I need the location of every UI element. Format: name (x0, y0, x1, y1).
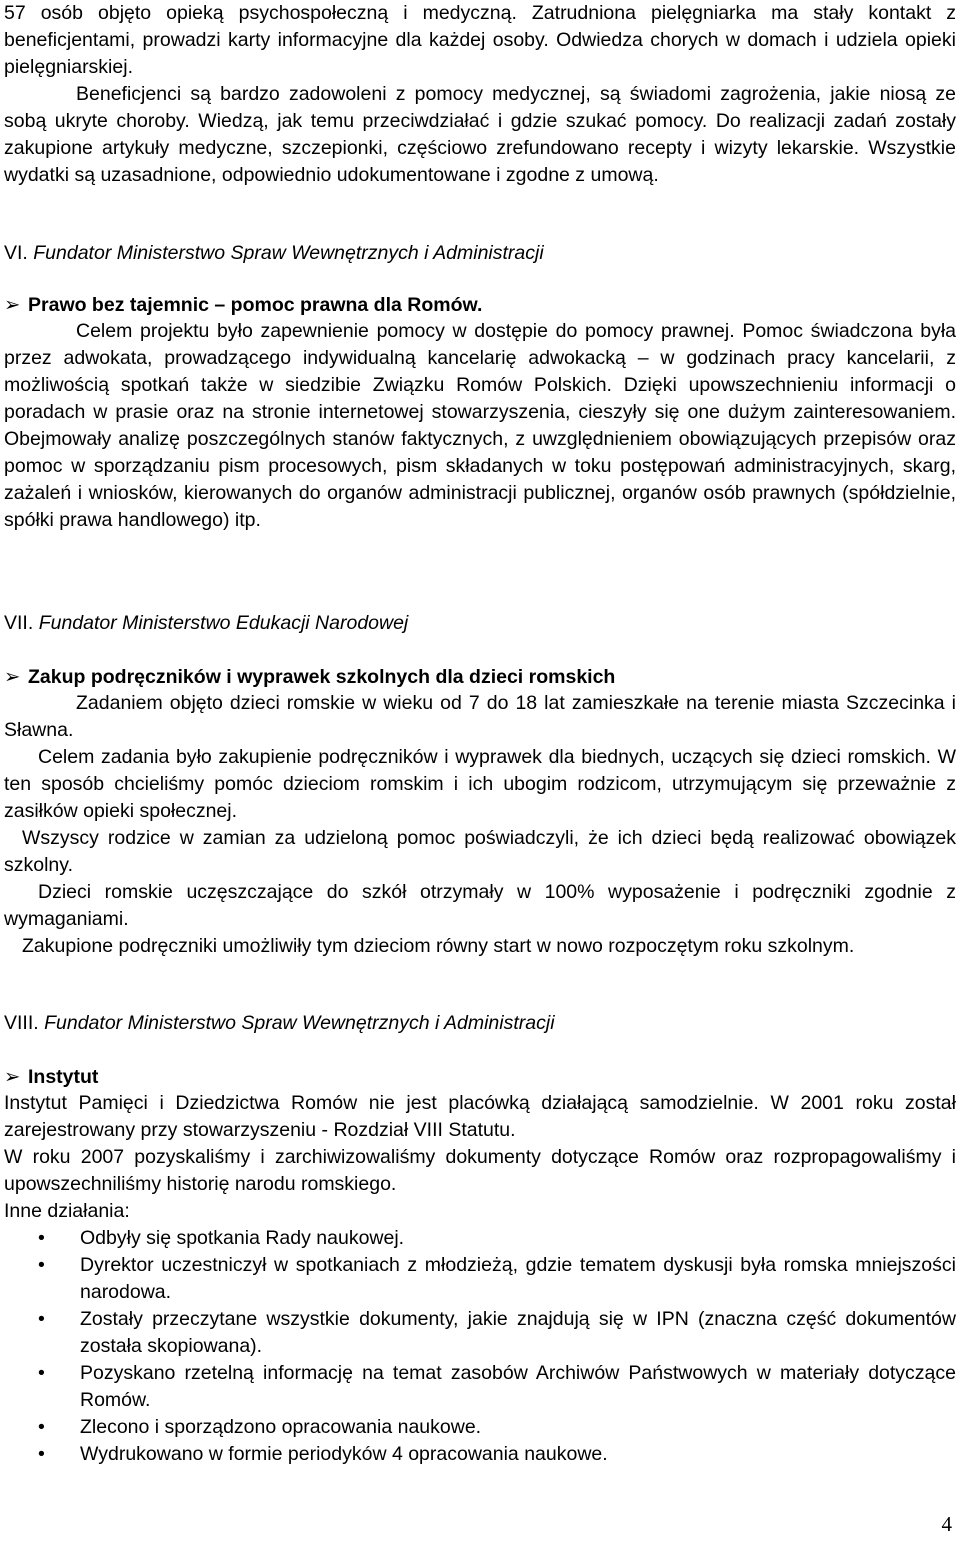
section-8-number: VIII. (4, 1012, 39, 1034)
section-7-paragraph-4: Dzieci romskie uczęszczające do szkół otrzymały w 100% wyposażenie i podręczniki zgodnie z wymaganiami. (4, 881, 956, 930)
arrow-bullet-icon: ➢ (4, 1066, 21, 1088)
section-8-project-heading (4, 1064, 98, 1091)
section-7-body (4, 690, 956, 960)
section-7-number: VII. (4, 612, 34, 634)
section-6-heading (4, 240, 544, 267)
section-6-title: Fundator Ministerstwo Spraw Wewnętrznych i Administracji (33, 242, 544, 264)
list-item (4, 1414, 956, 1441)
list-item (4, 1252, 956, 1306)
intro-paragraph-2: Beneficjenci są bardzo zadowoleni z pomocy medycznej, są świadomi zagrożenia, jakie niosą ze sobą ukryte choroby. Wiedzą, jak temu przeciwdziałać i gdzie szukać pomocy. Do realizacji zadań zostały zakupione artykuły medyczne, szczepionki, częściowo zrefundowano recepty i wizyty lekarskie. Wszystkie wydatki są uzasadnione, odpowiednio udokumentowane i zgodne z umową. (4, 83, 956, 186)
bullet-dot-icon: • (38, 1308, 45, 1330)
list-item-text: Zlecono i sporządzono opracowania naukowe. (80, 1416, 482, 1438)
section-8-paragraph-2: W roku 2007 pozyskaliśmy i zarchiwizowaliśmy dokumenty dotyczące Romów oraz rozpropagowaliśmy i upowszechniliśmy historię narodu romskiego. (4, 1146, 956, 1195)
bullet-dot-icon: • (38, 1227, 45, 1249)
list-item-text: Dyrektor uczestniczył w spotkaniach z młodzieżą, gdzie tematem dyskusji była romska mniejszości narodowa. (80, 1254, 956, 1303)
bullet-dot-icon: • (38, 1254, 45, 1276)
activities-list (4, 1225, 956, 1468)
section-6-body (4, 318, 956, 534)
page-number: 4 (941, 1512, 952, 1536)
section-7-paragraph-5: Zakupione podręczniki umożliwiły tym dzieciom równy start w nowo rozpoczętym roku szkolnym. (22, 935, 855, 957)
list-item-text: Odbyły się spotkania Rady naukowej. (80, 1227, 405, 1249)
bullet-dot-icon: • (38, 1416, 45, 1438)
section-8-title: Fundator Ministerstwo Spraw Wewnętrznych i Administracji (44, 1012, 555, 1034)
section-8-paragraph-1: Instytut Pamięci i Dziedzictwa Romów nie jest placówką działającą samodzielnie. W 2001 roku został zarejestrowany przy stowarzyszeniu - Rozdział VIII Statutu. (4, 1092, 956, 1141)
list-item (4, 1441, 956, 1468)
section-6-paragraph: Celem projektu było zapewnienie pomocy w dostępie do pomocy prawnej. Pomoc świadczona była przez adwokata, prowadzącego indywidualną kancelarię adwokacką – w godzinach pracy kancelarii, z możliwością spotkań także w siedzibie Związku Romów Polskich. Dzięki upowszechnieniu informacji o poradach w prasie oraz na stronie internetowej stowarzyszenia, cieszyły się one dużym zainteresowaniem. Obejmowały analizę poszczególnych stanów faktycznych, z uwzględnieniem obowiązujących przepisów oraz pomoc w sporządzaniu pism procesowych, pism składanych w toku postępowań administracyjnych, skarg, zażaleń i wniosków, kierowanych do organów administracji publicznej, organów osób prawnych (spółdzielnie, spółki prawa handlowego) itp. (4, 320, 956, 531)
list-item-text: Pozyskano rzetelną informację na temat zasobów Archiwów Państwowych w materiały dotyczące Romów. (80, 1362, 956, 1411)
intro-block (4, 0, 956, 189)
section-8-heading (4, 1010, 555, 1037)
bullet-dot-icon: • (38, 1362, 45, 1384)
section-7-paragraph-1: Zadaniem objęto dzieci romskie w wieku od 7 do 18 lat zamieszkałe na terenie miasta Szczecinka i Sławna. (4, 692, 956, 741)
list-item (4, 1225, 956, 1252)
list-item (4, 1306, 956, 1360)
section-7-project-title: Zakup podręczników i wyprawek szkolnych dla dzieci romskich (28, 666, 616, 688)
bullet-dot-icon: • (38, 1443, 45, 1465)
section-7-paragraph-2: Celem zadania było zakupienie podręczników i wyprawek dla biednych, uczących się dzieci romskich. W ten sposób chcieliśmy pomóc dzieciom romskim i ich ubogim rodzicom, utrzymującym się przeważnie z zasiłków opieki społecznej. (4, 746, 956, 822)
section-7-paragraph-3: Wszyscy rodzice w zamian za udzieloną pomoc poświadczyli, że ich dzieci będą realizować obowiązek szkolny. (4, 827, 956, 876)
list-item-text: Wydrukowano w formie periodyków 4 opracowania naukowe. (80, 1443, 608, 1465)
section-6-number: VI. (4, 242, 28, 264)
arrow-bullet-icon: ➢ (4, 294, 21, 316)
arrow-bullet-icon: ➢ (4, 666, 21, 688)
list-item (4, 1360, 956, 1414)
section-6-project-title: Prawo bez tajemnic – pomoc prawna dla Romów. (28, 294, 483, 316)
section-7-project-heading (4, 664, 615, 691)
section-6-project-heading (4, 292, 482, 319)
section-7-title: Fundator Ministerstwo Edukacji Narodowej (38, 612, 409, 634)
section-7-heading (4, 610, 408, 637)
list-item-text: Zostały przeczytane wszystkie dokumenty, jakie znajdują się w IPN (znaczna część dokumentów została skopiowana). (80, 1308, 956, 1357)
section-8-paragraph-3: Inne działania: (4, 1200, 130, 1222)
intro-paragraph-1: 57 osób objęto opieką psychospołeczną i medyczną. Zatrudniona pielęgniarka ma stały kontakt z beneficjentami, prowadzi karty informacyjne dla każdej osoby. Odwiedza chorych w domach i udziela opieki pielęgniarskiej. (4, 2, 956, 78)
section-8-project-title: Instytut (28, 1066, 99, 1088)
section-8-body (4, 1090, 956, 1225)
